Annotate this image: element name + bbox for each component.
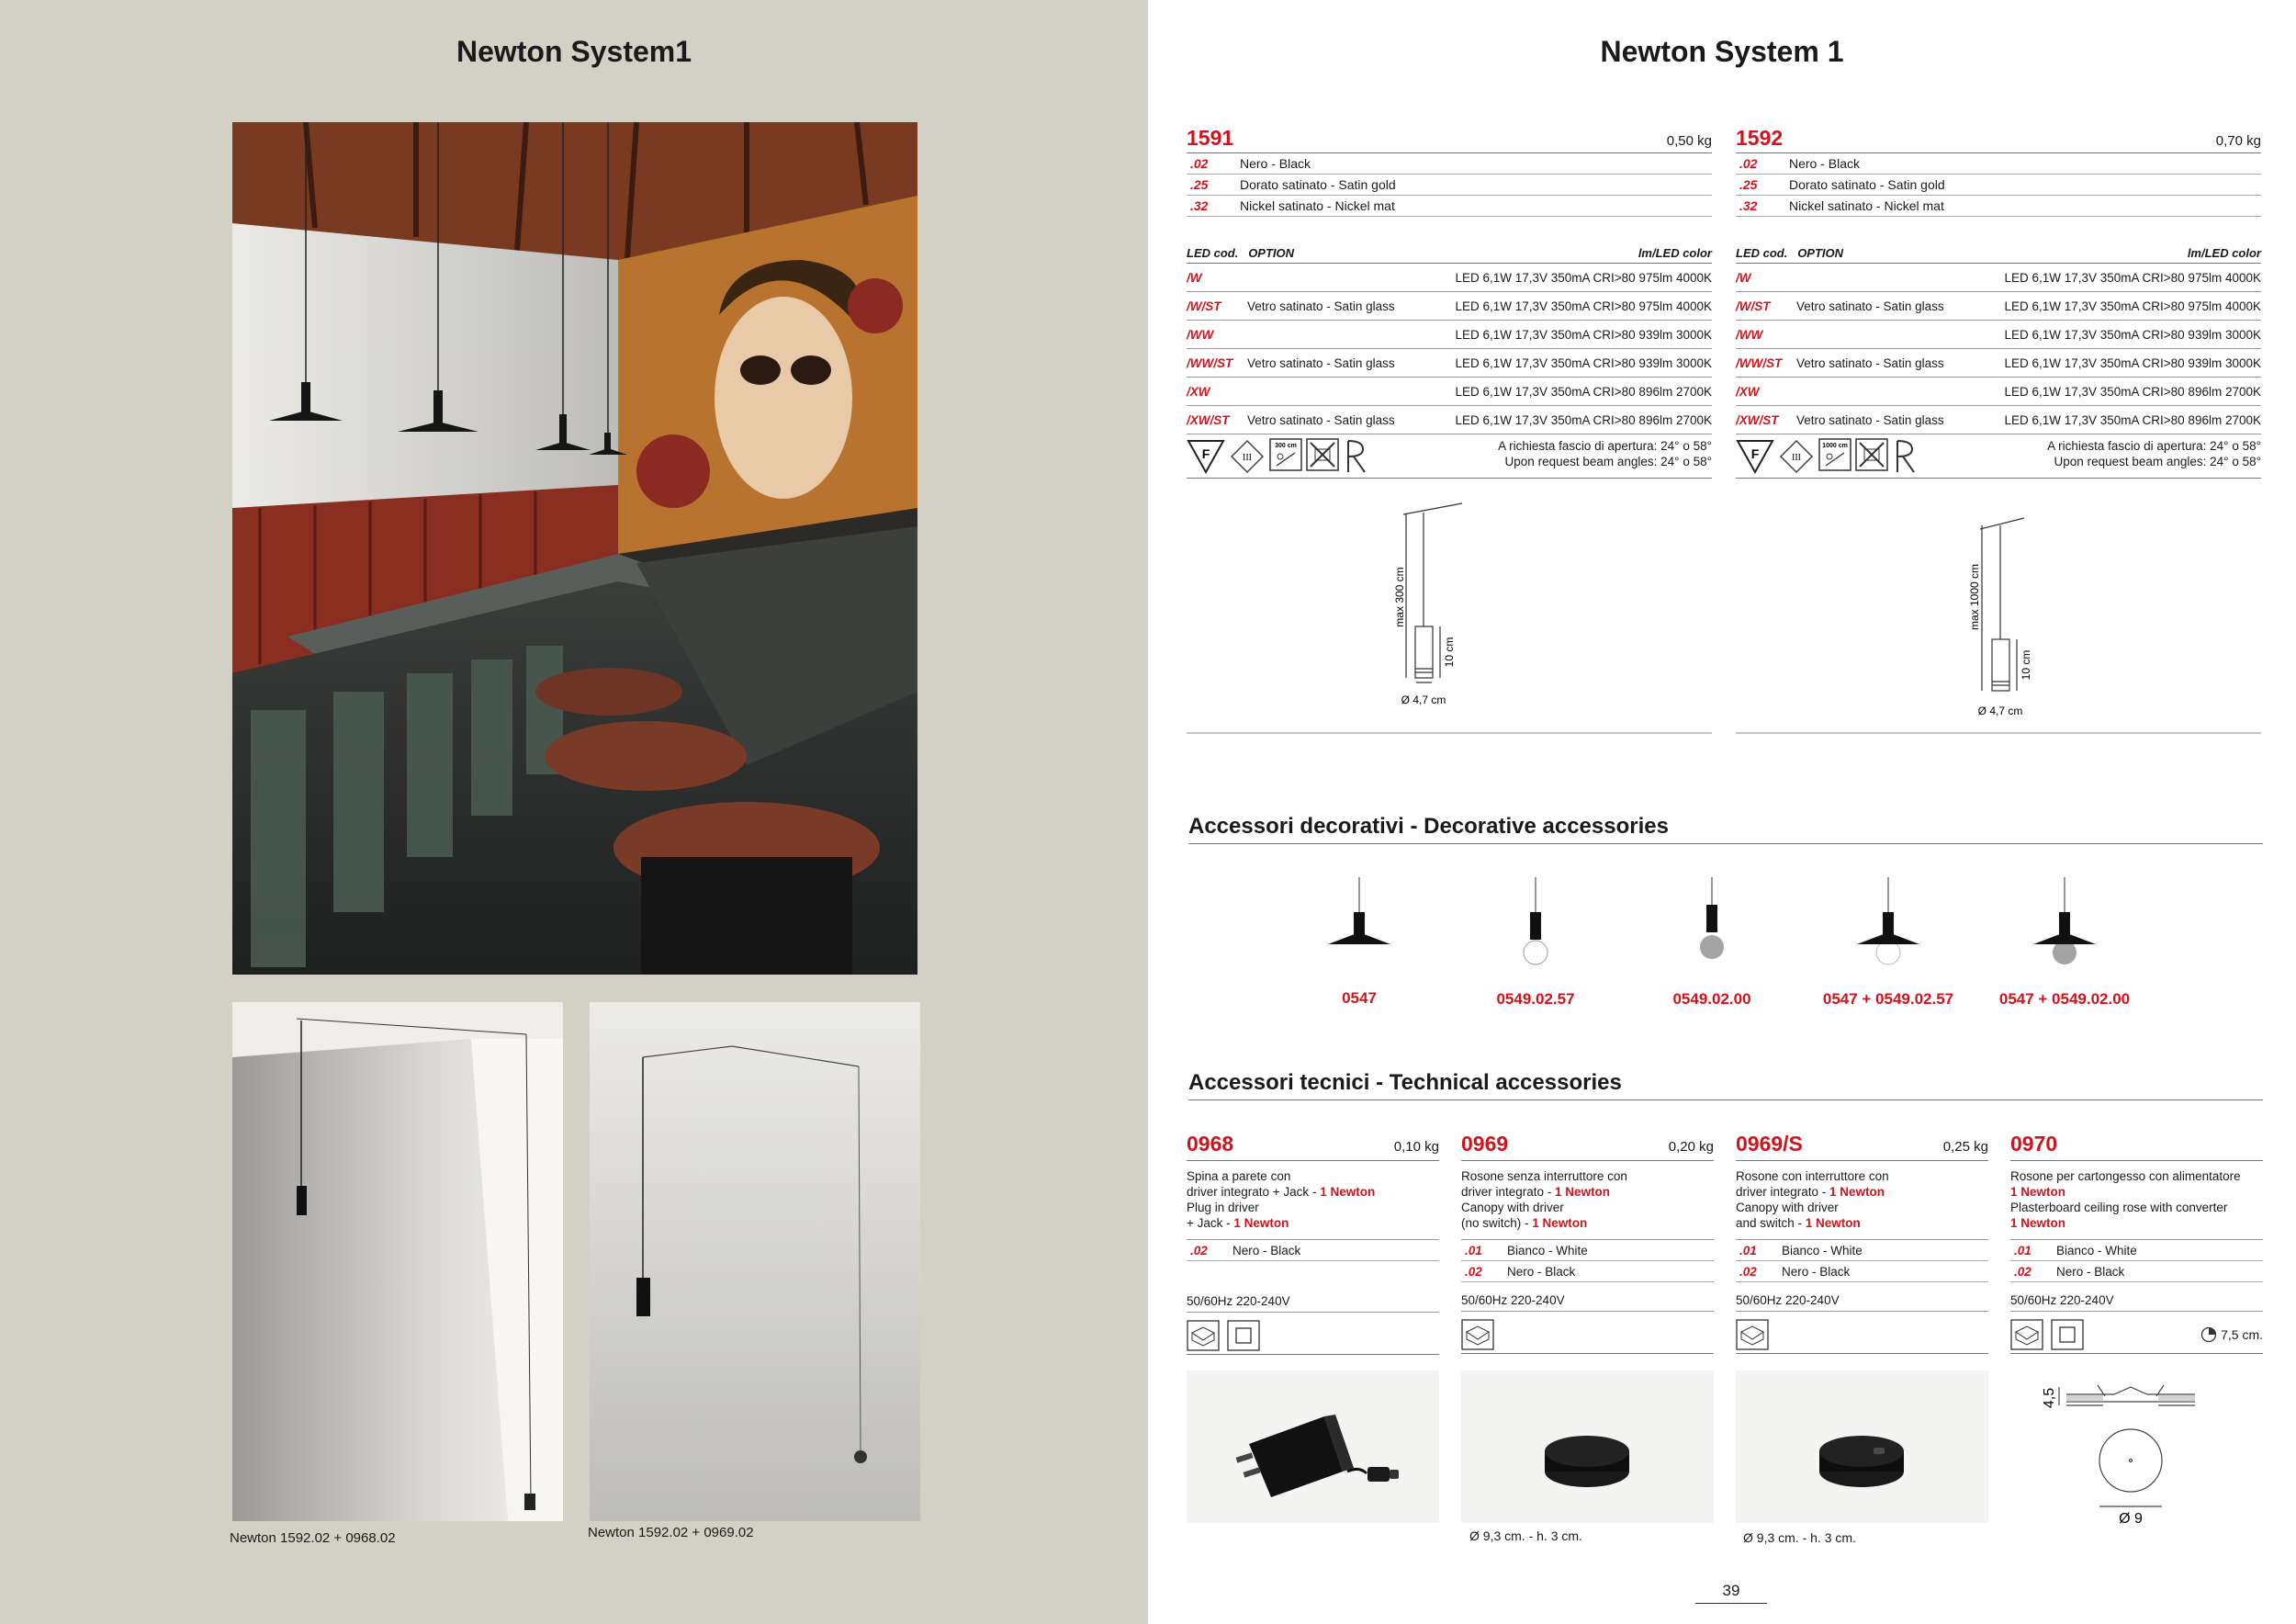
finish-row (1187, 153, 1712, 175)
distance-icon (1818, 438, 1851, 471)
led-row (1187, 321, 1712, 349)
led-code: /XW (1187, 384, 1210, 399)
finish-row (1736, 196, 2261, 217)
driver-icon (1187, 1320, 1220, 1351)
accessory-label: 0549.02.00 (1672, 990, 1751, 1008)
led-spec: LED 6,1W 17,3V 350mA CRI>80 939lm 3000K (1455, 327, 1712, 342)
led-code: /W/ST (1736, 299, 1771, 313)
distance-icon (1269, 438, 1302, 471)
led-option: Vetro satinato - Satin glass (1247, 412, 1395, 427)
led-code: /WW/ST (1736, 355, 1783, 370)
finish-row: .02 Nero - Black (1736, 1261, 1988, 1282)
image-0969 (1461, 1370, 1714, 1523)
finish-row (1736, 175, 2261, 196)
tech-description: Rosone per cartongesso con alimentatore 1 Newton Plasterboard ceiling rose with converter 1 Newton (2010, 1168, 2263, 1240)
finish-label: Nickel satinato - Nickel mat (1789, 198, 1944, 213)
led-row (1187, 406, 1712, 434)
beam-note-it: A richiesta fascio di apertura: 24° o 58° (1498, 439, 1712, 453)
tech-accessory-0970 (2010, 1132, 2263, 1354)
led-spec: LED 6,1W 17,3V 350mA CRI>80 975lm 4000K (1455, 299, 1712, 313)
beam-note-it: A richiesta fascio di apertura: 24° o 58° (2047, 439, 2261, 453)
finish-row: .01 Bianco - White (1461, 1240, 1714, 1261)
decorative-section-title: Accessori decorativi - Decorative accessories (1188, 814, 2263, 844)
led-row (1187, 264, 1712, 292)
tech-description: Spina a parete con driver integrato + Jack - 1 Newton Plug in driver + Jack - 1 Newton (1187, 1168, 1439, 1240)
voltage: 50/60Hz 220-240V (1461, 1293, 1714, 1312)
led-spec: LED 6,1W 17,3V 350mA CRI>80 896lm 2700K (1455, 384, 1712, 399)
led-row (1736, 264, 2261, 292)
led-spec: LED 6,1W 17,3V 350mA CRI>80 939lm 3000K (2004, 355, 2261, 370)
drawing-1592 (1736, 496, 2261, 737)
led-spec: LED 6,1W 17,3V 350mA CRI>80 939lm 3000K (2004, 327, 2261, 342)
tech-icons (1736, 1312, 1988, 1354)
led-code: /WW/ST (1187, 355, 1233, 370)
led-row (1736, 292, 2261, 321)
product-weight: 0,25 kg (1942, 1139, 1988, 1155)
finish-code: .32 (1190, 198, 1209, 213)
driver-icon (1736, 1319, 1769, 1350)
product-weight: 0,50 kg (1666, 133, 1712, 149)
svg-text:F: F (1750, 446, 1760, 461)
f-mark-icon (1736, 438, 1774, 475)
tech-description: Rosone senza interruttore con driver integrato - 1 Newton Canopy with driver (no switch) - 1 Newton (1461, 1168, 1714, 1240)
led-row (1736, 378, 2261, 406)
product-header (1187, 126, 1712, 153)
svg-text:III: III (1243, 453, 1252, 463)
product-code: 0969/S (1736, 1132, 1803, 1156)
finish-code: .25 (1190, 177, 1209, 192)
led-code: /XW (1736, 384, 1760, 399)
beam-note-en: Upon request beam angles: 24° o 58° (2054, 455, 2261, 468)
certification-row (1736, 434, 2261, 479)
diameter-label: Ø 4,7 cm (1977, 705, 2023, 717)
led-spec: LED 6,1W 17,3V 350mA CRI>80 896lm 2700K (1455, 412, 1712, 427)
tech-accessory-0969 (1461, 1132, 1714, 1354)
product-1591 (1187, 126, 1712, 479)
tech-description: Rosone con interruttore con driver integrato - 1 Newton Canopy with driver and switch - 1 Newton (1736, 1168, 1988, 1240)
page-number: 39 (1695, 1582, 1767, 1604)
product-weight: 0,10 kg (1393, 1139, 1439, 1155)
technical-section-title: Accessori tecnici - Technical accessories (1188, 1070, 2263, 1100)
led-col-spec: lm/LED color (1638, 246, 1712, 260)
tech-accessory-0968 (1187, 1132, 1439, 1355)
led-code: /W (1187, 270, 1202, 285)
finish-code: .02 (1739, 156, 1758, 171)
drawing-1591 (1187, 496, 1712, 737)
product-code: 1591 (1187, 126, 1234, 150)
led-col-option: OPTION (1248, 246, 1295, 260)
finish-code: .02 (1190, 156, 1209, 171)
led-code: /XW/ST (1736, 412, 1779, 427)
led-col-code: LED cod. (1736, 246, 1788, 260)
led-col-code: LED cod. (1187, 246, 1239, 260)
r-mark-icon (1343, 438, 1368, 475)
svg-text:III: III (1792, 453, 1801, 463)
led-option: Vetro satinato - Satin glass (1247, 355, 1395, 370)
tech-icons (1187, 1313, 1439, 1355)
accessory-label: 0547 + 0549.02.57 (1822, 990, 1954, 1008)
led-spec: LED 6,1W 17,3V 350mA CRI>80 896lm 2700K (2004, 412, 2261, 427)
svg-text:1000 cm: 1000 cm (1822, 443, 1848, 449)
product-1592 (1736, 126, 2261, 479)
beam-note-en: Upon request beam angles: 24° o 58° (1504, 455, 1712, 468)
product-code: 0968 (1187, 1132, 1234, 1156)
finish-row (1187, 196, 1712, 217)
finish-row (1736, 153, 2261, 175)
cut-hole-icon (2200, 1326, 2217, 1343)
finish-row: .02 Nero - Black (1187, 1240, 1439, 1261)
photo-caption-2: Newton 1592.02 + 0969.02 (588, 1525, 754, 1540)
finish-label: Nero - Black (1789, 156, 1861, 171)
finish-code: .32 (1739, 198, 1758, 213)
led-option: Vetro satinato - Satin glass (1796, 412, 1944, 427)
finish-row: .02 Nero - Black (2010, 1261, 2263, 1282)
tech-icons (1461, 1312, 1714, 1354)
height-label: 4,5 (2042, 1387, 2057, 1409)
led-option: Vetro satinato - Satin glass (1796, 355, 1944, 370)
led-spec: LED 6,1W 17,3V 350mA CRI>80 975lm 4000K (1455, 270, 1712, 285)
led-spec: LED 6,1W 17,3V 350mA CRI>80 975lm 4000K (2004, 299, 2261, 313)
led-code: /W/ST (1187, 299, 1221, 313)
led-code: /XW/ST (1187, 412, 1230, 427)
led-col-option: OPTION (1797, 246, 1844, 260)
finish-code: .25 (1739, 177, 1758, 192)
diameter-label: Ø 4,7 cm (1401, 694, 1446, 706)
height-label: 10 cm (2020, 649, 2032, 681)
left-page-title: Newton System1 (456, 35, 692, 68)
certification-row (1187, 434, 1712, 479)
no-cover-icon (1306, 438, 1339, 471)
led-row (1736, 321, 2261, 349)
led-spec: LED 6,1W 17,3V 350mA CRI>80 896lm 2700K (2004, 384, 2261, 399)
accessory-0549-02-57-image (1499, 877, 1572, 969)
right-page-title: Newton System 1 (1600, 35, 1844, 68)
led-table-header (1187, 246, 1712, 264)
led-row (1736, 406, 2261, 434)
driver-icon (2010, 1319, 2043, 1350)
voltage: 50/60Hz 220-240V (1187, 1294, 1439, 1313)
accessory-label: 0547 (1342, 989, 1377, 1007)
product-code: 1592 (1736, 126, 1784, 150)
image-0969-s (1736, 1370, 1988, 1523)
product-weight: 0,70 kg (2215, 133, 2261, 149)
cut-hole-size: 7,5 cm. (2221, 1326, 2263, 1342)
finish-row: .02 Nero - Black (1461, 1261, 1714, 1282)
led-spec: LED 6,1W 17,3V 350mA CRI>80 975lm 4000K (2004, 270, 2261, 285)
led-row (1187, 349, 1712, 378)
svg-text:300 cm: 300 cm (1275, 443, 1297, 449)
finish-row: .01 Bianco - White (2010, 1240, 2263, 1261)
led-row (1736, 349, 2261, 378)
led-option: Vetro satinato - Satin glass (1247, 299, 1395, 313)
installation-photo-0969 (590, 1002, 920, 1521)
photo-caption-1: Newton 1592.02 + 0968.02 (230, 1530, 396, 1546)
max-length-label: max 1000 cm (1968, 563, 1981, 631)
accessory-label: 0547 + 0549.02.00 (1998, 990, 2131, 1008)
tech-icons (2010, 1312, 2263, 1354)
finish-row: .01 Bianco - White (1736, 1240, 1988, 1261)
led-code: /WW (1736, 327, 1763, 342)
led-code: /W (1736, 270, 1751, 285)
voltage: 50/60Hz 220-240V (1736, 1293, 1988, 1312)
product-header (1736, 126, 2261, 153)
led-option: Vetro satinato - Satin glass (1796, 299, 1944, 313)
finish-label: Dorato satinato - Satin gold (1240, 177, 1396, 192)
accessory-0547-image (1322, 877, 1396, 969)
led-spec: LED 6,1W 17,3V 350mA CRI>80 939lm 3000K (1455, 355, 1712, 370)
class-ii-icon (2051, 1319, 2084, 1350)
led-row (1187, 378, 1712, 406)
finish-label: Dorato satinato - Satin gold (1789, 177, 1945, 192)
accessory-0547-0549-02-57-image (1851, 877, 1925, 969)
height-label: 10 cm (1443, 637, 1456, 668)
installation-photo-0968 (232, 1002, 563, 1521)
max-length-label: max 300 cm (1393, 567, 1406, 627)
finish-row (1187, 175, 1712, 196)
led-code: /WW (1187, 327, 1214, 342)
restaurant-photo (232, 122, 917, 975)
accessory-0549-02-00-image (1675, 877, 1749, 969)
diameter-label: Ø 9 (2119, 1511, 2143, 1527)
led-table-header (1736, 246, 2261, 264)
voltage: 50/60Hz 220-240V (2010, 1293, 2263, 1312)
image-0968 (1187, 1370, 1439, 1523)
product-code: 0969 (1461, 1132, 1509, 1156)
accessory-label: 0549.02.57 (1496, 990, 1575, 1008)
tech-accessory-0969-s (1736, 1132, 1988, 1354)
f-mark-icon (1187, 438, 1225, 475)
accessory-0547-0549-02-00-image (2028, 877, 2101, 969)
led-row (1187, 292, 1712, 321)
svg-text:F: F (1201, 446, 1210, 461)
led-col-spec: lm/LED color (2187, 246, 2261, 260)
image-caption-0969: Ø 9,3 cm. - h. 3 cm. (1469, 1528, 1582, 1543)
driver-icon (1461, 1319, 1494, 1350)
class-iii-icon (1229, 438, 1266, 475)
finish-label: Nero - Black (1240, 156, 1311, 171)
no-cover-icon (1855, 438, 1888, 471)
class-iii-icon (1778, 438, 1815, 475)
r-mark-icon (1892, 438, 1918, 475)
image-caption-0969-s: Ø 9,3 cm. - h. 3 cm. (1743, 1530, 1856, 1545)
product-weight: 0,20 kg (1668, 1139, 1714, 1155)
product-code: 0970 (2010, 1132, 2058, 1156)
drawing-0970 (2039, 1369, 2223, 1534)
class-ii-icon (1227, 1320, 1260, 1351)
finish-label: Nickel satinato - Nickel mat (1240, 198, 1395, 213)
